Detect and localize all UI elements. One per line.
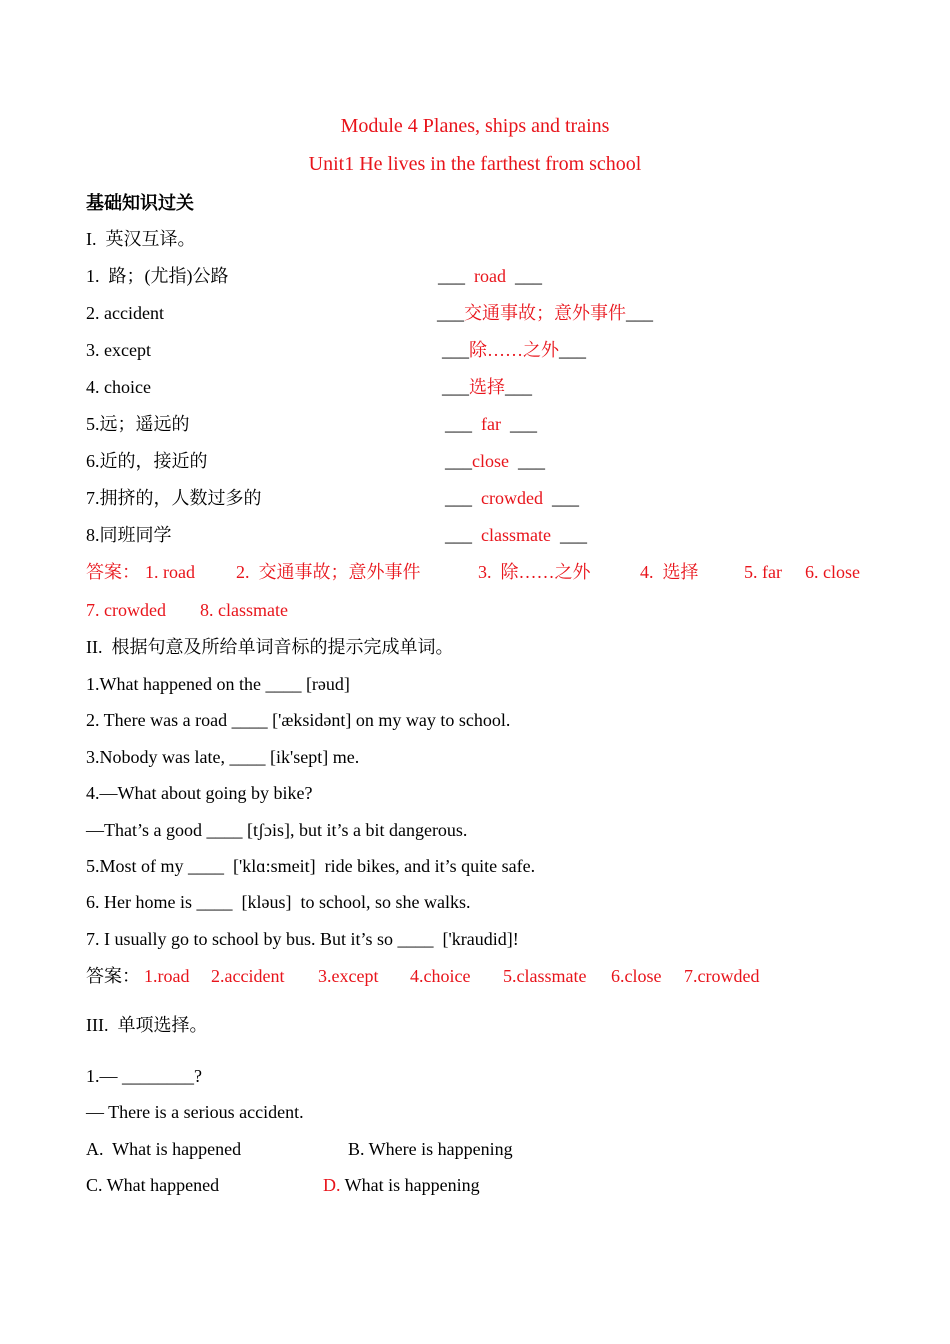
part2-answer-2: 2.accident	[211, 966, 285, 986]
part1-answer-7: 7. crowded	[86, 600, 166, 620]
page-subtitle: Unit1 He lives in the farthest from school	[308, 153, 642, 175]
part1-heading: I. 英汉互译。	[86, 229, 196, 249]
part3-option-d-letter: D.	[323, 1175, 341, 1195]
part2-item-5: 5.Most of my ____ ['klɑ:smeit] ride bikes, and it’s quite safe.	[86, 856, 536, 876]
part1-q5: 5.远；遥远的	[86, 414, 190, 434]
page-title: Module 4 Planes, ships and trains	[340, 115, 610, 137]
part2-answer-4: 4.choice	[410, 966, 471, 986]
part2-item-4-reply: —That’s a good ____ [tʃɔis], but it’s a bit dangerous.	[86, 820, 468, 840]
part2-item-7: 7. I usually go to school by bus. But it’s so ____ ['kraudid]!	[86, 929, 519, 949]
part1-a7: ___ crowded ___	[445, 488, 579, 508]
part1-a8: ___ classmate ___	[445, 525, 587, 545]
part1-answer-5: 5. far	[744, 562, 782, 582]
part3-option-d-text: What is happening	[340, 1175, 480, 1195]
part1-answer-8: 8. classmate	[200, 600, 288, 620]
part1-q4: 4. choice	[86, 377, 151, 397]
part1-q3: 3. except	[86, 340, 151, 360]
part1-answer-1: 1. road	[145, 562, 195, 582]
part2-item-3: 3.Nobody was late, ____ [ik'sept] me.	[86, 747, 360, 767]
part3-option-d	[323, 1174, 480, 1196]
part1-a6: ___close ___	[445, 451, 545, 471]
part1-a1: ___ road ___	[438, 266, 542, 286]
part1-q7: 7.拥挤的，人数过多的	[86, 488, 262, 508]
part1-q8: 8.同班同学	[86, 525, 172, 545]
part1-answer-6: 6. close	[805, 562, 860, 582]
part1-answer-label: 答案：	[86, 562, 140, 582]
part2-answer-6: 6.close	[611, 966, 662, 986]
part1-a3: ___除……之外___	[442, 340, 586, 360]
part3-option-a: A. What is happened	[86, 1139, 242, 1159]
part3-option-b: B. Where is happening	[348, 1139, 513, 1159]
part2-answer-label: 答案：	[86, 966, 140, 986]
part2-item-2: 2. There was a road ____ ['æksidənt] on my way to school.	[86, 710, 511, 730]
part1-a2: ___交通事故；意外事件___	[437, 303, 653, 323]
section-heading: 基础知识过关	[86, 193, 194, 213]
part3-heading: III. 单项选择。	[86, 1015, 208, 1035]
part2-answer-5: 5.classmate	[503, 966, 587, 986]
part1-answer-2: 2. 交通事故；意外事件	[236, 562, 421, 582]
part3-option-c: C. What happened	[86, 1175, 220, 1195]
part1-answer-4: 4. 选择	[640, 562, 699, 582]
part2-item-4: 4.—What about going by bike?	[86, 783, 313, 803]
part1-q6: 6.近的，接近的	[86, 451, 208, 471]
part2-item-1: 1.What happened on the ____ [rəud]	[86, 674, 350, 694]
part2-item-6: 6. Her home is ____ [kləus] to school, so she walks.	[86, 892, 471, 912]
part1-a4: ___选择___	[442, 377, 532, 397]
part1-answer-3: 3. 除……之外	[478, 562, 591, 582]
part2-answer-3: 3.except	[318, 966, 379, 986]
part1-q1: 1. 路；(尤指)公路	[86, 266, 229, 286]
part2-answer-1: 1.road	[144, 966, 190, 986]
part2-answer-7: 7.crowded	[684, 966, 760, 986]
part3-q1-reply: — There is a serious accident.	[86, 1102, 304, 1122]
part3-q1: 1.— ________?	[86, 1066, 202, 1086]
part2-heading: II. 根据句意及所给单词音标的提示完成单词。	[86, 637, 454, 657]
part1-q2: 2. accident	[86, 303, 164, 323]
part1-a5: ___ far ___	[445, 414, 537, 434]
